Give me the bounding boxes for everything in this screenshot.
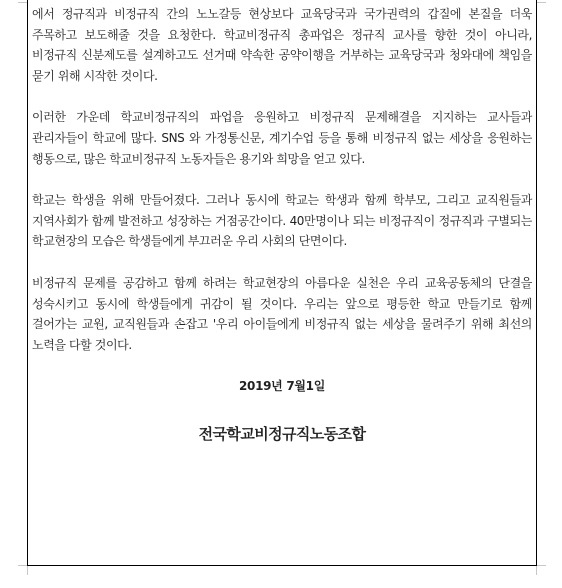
paragraph-3: 학교는 학생을 위해 만들어졌다. 그러나 동시에 학교는 학생과 함께 학부모, 그리고 교직원들과 지역사회가 함께 발전하고 성장하는 거점공간이다. 40만명이나 되는 비정규직이 정규직과 구별되는 학교현장의 모습은 학생들에게 부끄러운 우리 사회의 단면이다. [32,193,532,249]
crop-mark-top-right-h [537,2,546,3]
crop-mark-bottom-left-v [27,566,28,575]
paragraph-1: 에서 정규직과 비정규직 간의 노노갈등 현상보다 교육당국과 국가권력의 갑질에 본질을 더욱 주목하고 보도해줄 것을 요청한다. 학교비정규직 총파업은 정규직 교사를 향한 것이 아니라, 비정규직 신분제도를 설계하고도 선거때 약속한 공약이행을 거부하는 교육당국과 청와대에 책임을 묻기 위해 시작한 것이다. [32,7,532,83]
document-body [32,2,532,445]
statement-date: 2019년 7월1일 [238,379,326,394]
crop-mark-bottom-right-h [537,565,546,566]
paragraph-4: 비정규직 문제를 공감하고 함께 하려는 학교현장의 아름다운 실천은 우리 교육공동체의 단결을 성숙시키고 동시에 학생들에게 귀감이 될 것이다. 우리는 앞으로 평등한 학교 만들기로 함께 걸어가는 교원, 교직원들과 손잡고 '우리 아이들에게 비정규직 없는 세상을 물려주기 위해 최선의 노력을 다할 것이다. [32,275,532,352]
paragraph-2: 이러한 가운데 학교비정규직의 파업을 응원하고 비정규직 문제해결을 지지하는 교사들과 관리자들이 학교에 많다. SNS 와 가정통신문, 계기수업 등을 통해 비정규직 없는 세상을 응원하는 행동으로, 많은 학교비정규직 노동자들은 용기와 희망을 얻고 있다. [32,110,532,166]
crop-mark-top-left-h [18,2,27,3]
crop-mark-bottom-right-v [536,566,537,575]
organization-signature: 전국학교비정규직노동조합 [198,424,366,443]
crop-mark-bottom-left-h [18,565,27,566]
